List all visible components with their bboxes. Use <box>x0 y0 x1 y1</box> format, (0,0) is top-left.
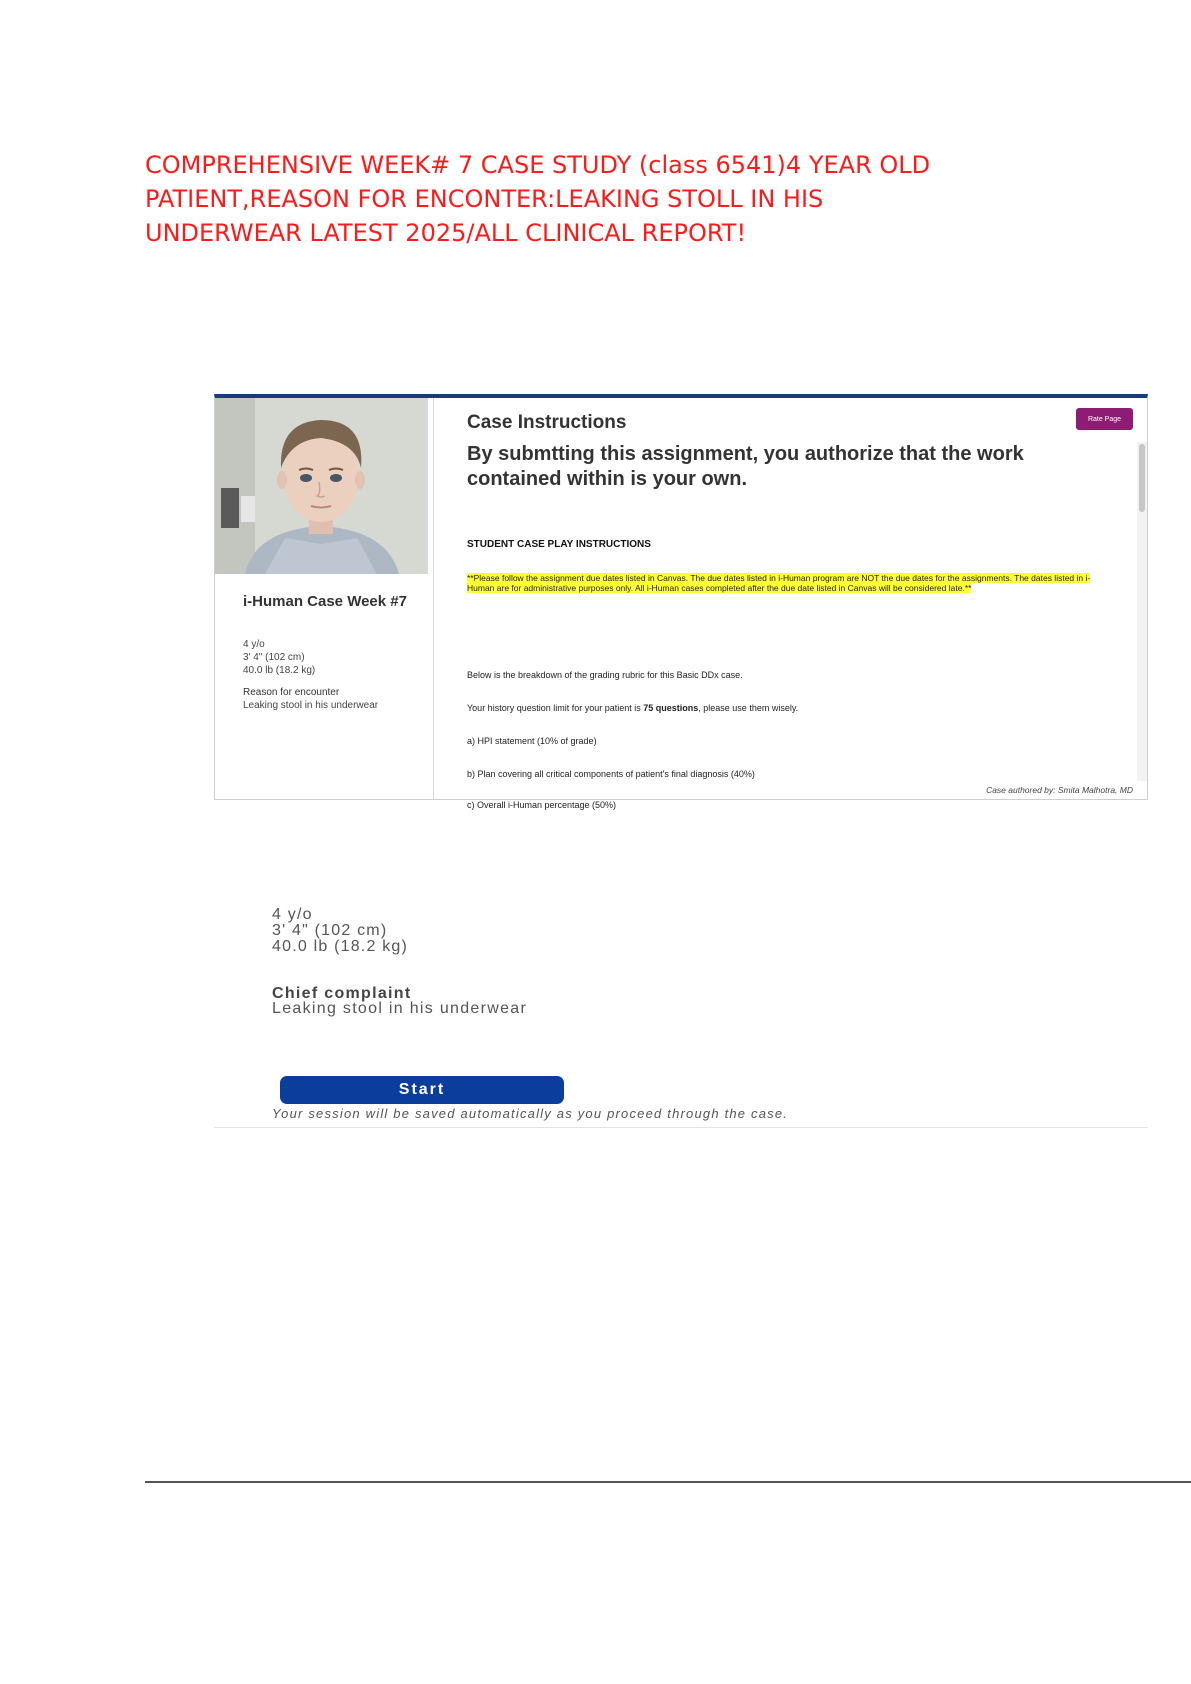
question-limit <box>467 703 798 713</box>
instructions-scrollbar[interactable] <box>1137 442 1147 781</box>
page-divider <box>145 1481 1191 1483</box>
reason-value: Leaking stool in his underwear <box>243 700 379 711</box>
patient-stats <box>243 638 315 677</box>
document-title-line: COMPREHENSIVE WEEK# 7 CASE STUDY (class 6541)4 YEAR OLD <box>145 151 931 179</box>
scrollbar-thumb[interactable] <box>1139 444 1145 512</box>
start-button[interactable]: Start <box>280 1076 564 1104</box>
start-patient-stats <box>272 907 408 955</box>
rubric-item-a: a) HPI statement (10% of grade) <box>467 736 597 746</box>
rubric-intro: Below is the breakdown of the grading rubric for this Basic DDx case. <box>467 670 743 680</box>
question-limit-suffix: , please use them wisely. <box>698 703 799 713</box>
patient-height: 3' 4" (102 cm) <box>243 652 305 663</box>
question-limit-count: 75 questions <box>643 703 699 713</box>
patient-avatar <box>215 398 428 574</box>
patient-panel <box>215 398 434 799</box>
patient-age: 4 y/o <box>243 639 265 650</box>
start-screen-screenshot <box>214 895 1148 1128</box>
chief-complaint-value: Leaking stool in his underwear <box>272 1000 528 1017</box>
patient-avatar-image <box>215 398 428 574</box>
due-date-note <box>467 573 1107 593</box>
case-name: i-Human Case Week #7 <box>243 593 407 610</box>
document-title <box>145 148 1025 250</box>
autosave-note: Your session will be saved automatically as you proceed through the case. <box>272 1106 789 1121</box>
case-instructions-heading: Case Instructions <box>467 412 627 433</box>
document-title-line: UNDERWEAR LATEST 2025/ALL CLINICAL REPORT! <box>145 219 747 247</box>
due-date-note-text: **Please follow the assignment due dates listed in Canvas. The due dates listed in i-Human program are NOT the due dates for the assignments. The dates listed in i-Human are for administrative purposes only. All i-Human cases completed after the due date listed in Canvas will be considered late.** <box>467 573 1091 593</box>
question-limit-prefix: Your history question limit for your patient is <box>467 703 644 713</box>
chief-complaint-label: Chief complaint <box>272 985 412 1002</box>
rate-page-button[interactable]: Rate Page <box>1076 408 1133 430</box>
document-title-line: PATIENT,REASON FOR ENCONTER:LEAKING STOLL IN HIS <box>145 185 824 213</box>
start-patient-age: 4 y/o <box>272 906 313 923</box>
authorization-statement: By submtting this assignment, you authorize that the work contained within is your own. <box>467 443 1024 490</box>
case-author: Case authored by: Smita Malhotra, MD <box>986 785 1133 795</box>
rubric-item-b: b) Plan covering all critical components of patient's final diagnosis (40%) <box>467 769 755 779</box>
reason-label: Reason for encounter <box>243 687 340 698</box>
instructions-panel <box>434 398 1147 810</box>
start-patient-weight: 40.0 lb (18.2 kg) <box>272 938 409 955</box>
start-patient-height: 3' 4" (102 cm) <box>272 922 388 939</box>
patient-weight: 40.0 lb (18.2 kg) <box>243 665 316 676</box>
rubric-item-c: c) Overall i-Human percentage (50%) <box>467 800 617 810</box>
instructions-heading: STUDENT CASE PLAY INSTRUCTIONS <box>467 539 651 550</box>
case-instructions-screenshot <box>214 394 1148 810</box>
